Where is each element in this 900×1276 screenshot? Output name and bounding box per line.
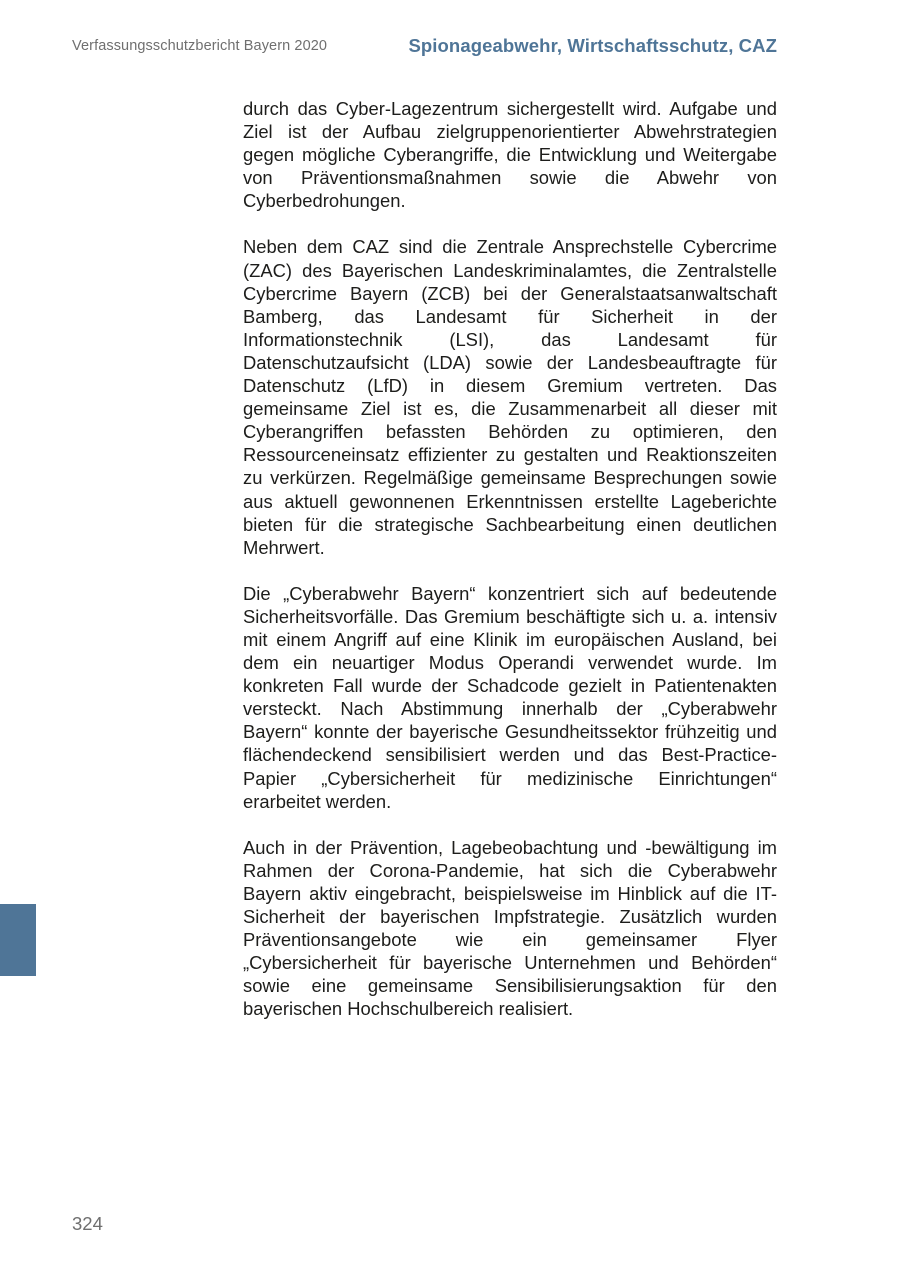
paragraph-3: Die „Cyberabwehr Bayern“ konzentriert sich auf bedeutende Sicherheitsvorfälle. Das Gremium beschäftigte sich u. a. intensiv mit einem Angriff auf eine Klinik im europäischen Ausland, bei dem ein neuartiger Modus Operandi verwendet wurde. Im konkreten Fall wurde der Schadcode gezielt in Patientenakten versteckt. Nach Abstimmung innerhalb der „Cyberabwehr Bayern“ konnte der bayerische Gesundheitssektor frühzeitig und flächendeckend sensibilisiert werden und das Best-Practice-Papier „Cybersicherheit für medizinische Einrichtungen“ erarbeitet werden. — [243, 582, 777, 812]
section-title: Spionageabwehr, Wirtschaftsschutz, CAZ — [408, 35, 777, 56]
body-text — [243, 97, 777, 1043]
paragraph-1: durch das Cyber-Lagezentrum sichergestellt wird. Aufgabe und Ziel ist der Aufbau zielgruppenorientierter Abwehrstrategien gegen mögliche Cyberangriffe, die Entwicklung und Weitergabe von Präventionsmaßnahmen sowie die Abwehr von Cyberbedrohungen. — [243, 98, 777, 212]
chapter-tab-marker — [0, 904, 36, 976]
paragraph-4: Auch in der Prävention, Lagebeobachtung und -bewältigung im Rahmen der Corona-Pandemie, hat sich die Cyberabwehr Bayern aktiv eingebracht, beispielsweise im Hinblick auf die IT-Sicherheit der bayerischen Impfstrategie. Zusätzlich wurden Präventionsangebote wie ein gemeinsamer Flyer „Cybersicherheit für bayerische Unternehmen und Behörden“ sowie eine gemeinsame Sensibilisierungsaktion für den bayerischen Hochschulbereich realisiert. — [243, 836, 777, 1020]
document-title: Verfassungsschutzbericht Bayern 2020 — [72, 38, 328, 54]
paragraph-2: Neben dem CAZ sind die Zentrale Ansprechstelle Cybercrime (ZAC) des Bayerischen Landeskriminalamtes, die Zentralstelle Cybercrime Bayern (ZCB) bei der Generalstaatsanwaltschaft Bamberg, das Landesamt für Sicherheit in der Informationstechnik (LSI), das Landesamt für Datenschutzaufsicht (LDA) sowie der Landesbeauftragte für Datenschutz (LfD) in diesem Gremium vertreten. Das gemeinsame Ziel ist es, die Zusammenarbeit all dieser mit Cyberangriffen befassten Behörden zu optimieren, den Ressourceneinsatz effizienter zu gestalten und Reaktionszeiten zu verkürzen. Regelmäßige gemeinsame Besprechungen sowie aus aktuell gewonnenen Erkenntnissen erstellte Lageberichte bieten für die strategische Sachbearbeitung einen deutlichen Mehrwert. — [243, 236, 777, 558]
page-number: 324 — [72, 1213, 103, 1234]
